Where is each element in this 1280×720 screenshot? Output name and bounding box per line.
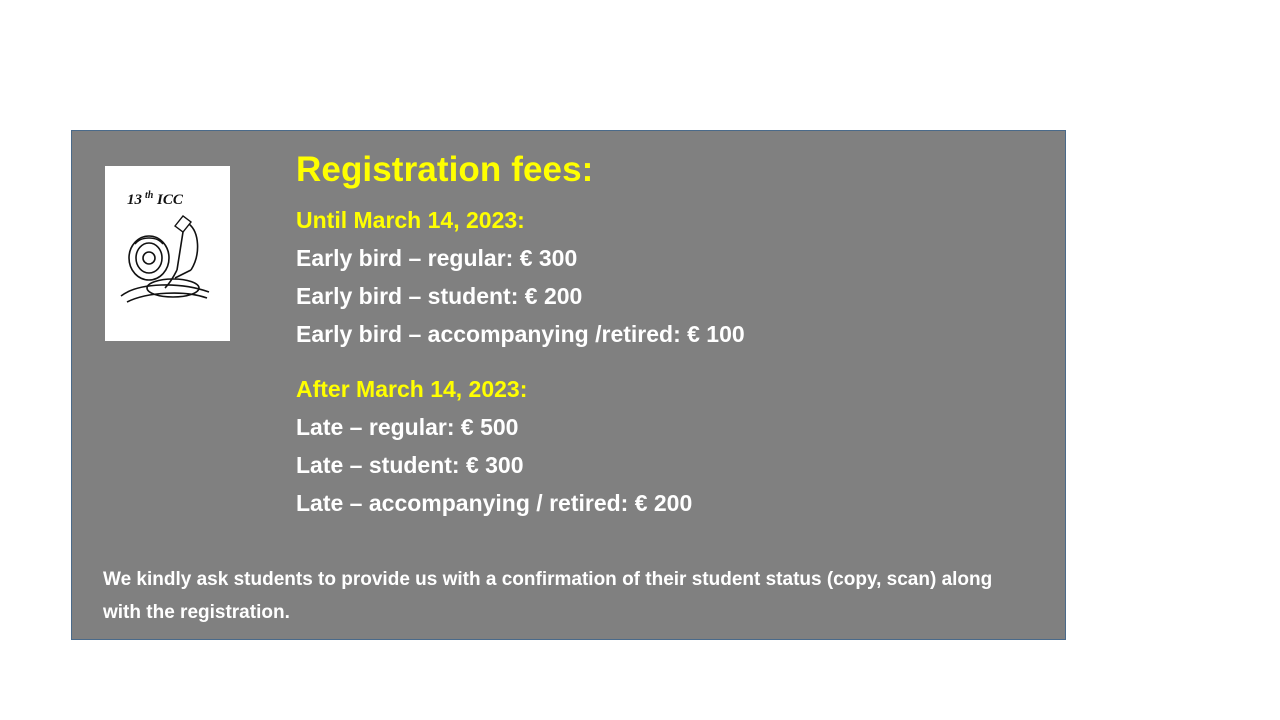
fee-line-early-student: Early bird – student: € 200	[296, 283, 583, 309]
student-status-note: We kindly ask students to provide us with a confirmation of their student status (copy, scan) along with the registration.	[103, 569, 993, 623]
fee-line-early-regular: Early bird – regular: € 300	[296, 245, 578, 271]
page-title: Registration fees:	[296, 150, 594, 189]
registration-fees-panel	[71, 130, 1066, 640]
section-spacer	[296, 353, 1045, 370]
fees-content	[296, 147, 1045, 522]
fee-line-late-regular: Late – regular: € 500	[296, 414, 519, 440]
conference-logo	[105, 166, 230, 341]
fee-line-late-accompanying: Late – accompanying / retired: € 200	[296, 490, 693, 516]
section-heading-late: After March 14, 2023:	[296, 376, 528, 402]
svg-text:ICC: ICC	[157, 192, 183, 208]
svg-text:13: 13	[127, 192, 142, 208]
fee-line-early-accompanying: Early bird – accompanying /retired: € 100	[296, 321, 745, 347]
logo-artwork	[105, 166, 230, 341]
svg-text:th: th	[145, 190, 154, 201]
section-heading-early: Until March 14, 2023:	[296, 207, 525, 233]
fee-line-late-student: Late – student: € 300	[296, 452, 524, 478]
